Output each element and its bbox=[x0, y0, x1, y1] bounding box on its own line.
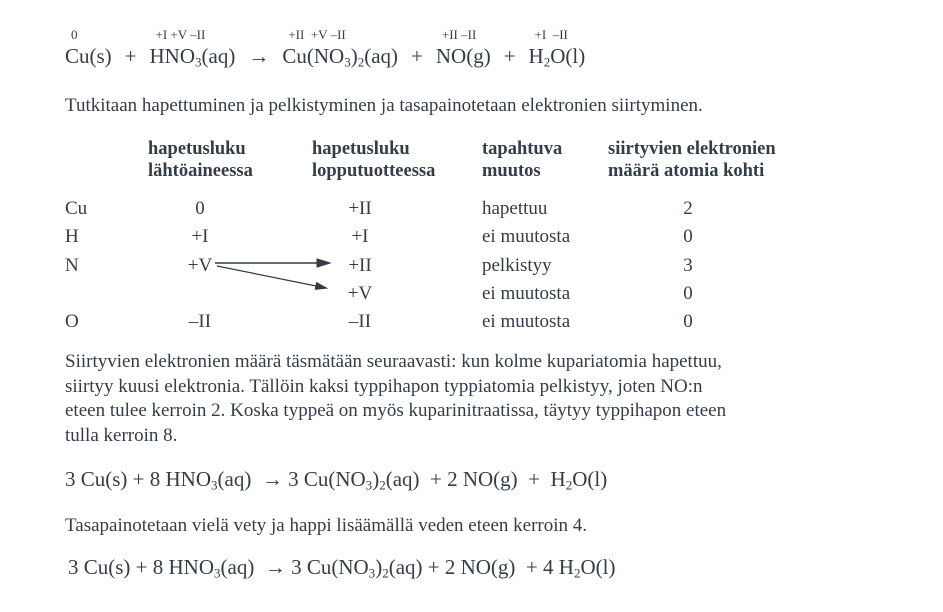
paragraph-line: Siirtyvien elektronien määrä täsmätään seuraavasti: kun kolme kupariatomia hapettuu, bbox=[65, 351, 722, 372]
formula-term: $Cu(NO_3)_2(aq)$ bbox=[282, 44, 399, 70]
paragraph-final-step: Tasapainotetaan vielä vety ja happi lisäämällä veden eteen kerroin 4. bbox=[65, 515, 587, 536]
cell-electrons: 2 bbox=[683, 198, 693, 219]
cell-end: –II bbox=[348, 311, 372, 332]
table-header-electrons: siirtyvien elektronien määrä atomia kohti bbox=[608, 139, 776, 181]
cell-change: ei muutosta bbox=[482, 283, 571, 304]
table-row bbox=[0, 254, 830, 280]
table-header-end: hapetusluku lopputuotteessa bbox=[312, 139, 436, 181]
reaction-arrow: → bbox=[248, 44, 270, 68]
cell-end: +II bbox=[348, 255, 372, 276]
cell-change: ei muutosta bbox=[482, 226, 571, 247]
formula-term: NO(g) bbox=[435, 44, 491, 68]
equation-partly-balanced: 3 Cu(s) + 8 $HNO_3(aq) \to 3$ $Cu(NO_3)_2(aq) + 2$ $NO(g) + H_2O(l)$ bbox=[65, 467, 608, 493]
table-header-start: hapetusluku lähtöaineessa bbox=[148, 139, 253, 181]
table-header-change: tapahtuva muutos bbox=[482, 139, 563, 181]
formula-term: Cu(s) bbox=[65, 44, 112, 68]
cell-end: +II bbox=[348, 198, 372, 219]
formula-term: $H_2O(l)$ bbox=[528, 44, 586, 70]
cell-element: N bbox=[65, 255, 79, 276]
paragraph-line: eteen tulee kerroin 2. Koska typpeä on myös kuparinitraatissa, täytyy typpihapon eteen bbox=[65, 400, 727, 421]
plus-sign: + bbox=[124, 44, 137, 68]
oxidation-label: +I –II bbox=[534, 27, 568, 42]
arrow-to-plus-five-icon bbox=[217, 266, 326, 288]
table-row bbox=[0, 310, 830, 336]
plus-sign: + bbox=[503, 44, 516, 68]
cell-start: –II bbox=[188, 311, 212, 332]
cell-electrons: 3 bbox=[683, 255, 693, 276]
formula-term: $HNO_3(aq)$ bbox=[149, 44, 236, 70]
table-row bbox=[0, 197, 830, 223]
cell-element: H bbox=[65, 226, 79, 247]
transfer-arrows-svg bbox=[210, 250, 350, 300]
cell-start: 0 bbox=[195, 198, 205, 219]
table-row bbox=[0, 282, 830, 308]
cell-change: pelkistyy bbox=[482, 255, 552, 276]
oxidation-label: +II +V –II bbox=[288, 27, 346, 42]
plus-sign: + bbox=[411, 44, 423, 68]
paragraph-intro: Tutkitaan hapettuminen ja pelkistyminen ja tasapainotetaan elektronien siirtyminen. bbox=[65, 95, 703, 116]
cell-element: Cu bbox=[65, 198, 88, 219]
cell-end: +V bbox=[347, 283, 373, 304]
cell-change: ei muutosta bbox=[482, 311, 571, 332]
equation-fully-balanced: 3 Cu(s) + 8 $HNO_3(aq) \to 3$ $Cu(NO_3)_2(aq) + 2$ NO(g) + 4 $H_2O(l)$ bbox=[68, 555, 616, 581]
cell-start: +V bbox=[187, 255, 213, 276]
cell-electrons: 0 bbox=[683, 283, 693, 304]
table-row bbox=[0, 225, 830, 251]
cell-electrons: 0 bbox=[683, 311, 693, 332]
paragraph-explanation bbox=[65, 350, 726, 448]
oxidation-label: 0 bbox=[71, 27, 78, 42]
paragraph-line: siirtyy kuusi elektronia. Tällöin kaksi typpihapon typpiatomia pelkistyy, joten NO:n bbox=[65, 375, 703, 397]
electron-transfer-arrows bbox=[210, 250, 350, 300]
cell-change: hapettuu bbox=[482, 198, 548, 219]
cell-element: O bbox=[65, 311, 79, 332]
cell-end: +I bbox=[351, 226, 369, 247]
paragraph-line: tulla kerroin 8. bbox=[65, 424, 178, 446]
oxidation-label: +II –II bbox=[441, 27, 477, 42]
oxidation-label: +I +V –II bbox=[155, 27, 206, 42]
cell-start: +I bbox=[191, 226, 209, 247]
cell-electrons: 0 bbox=[683, 226, 693, 247]
